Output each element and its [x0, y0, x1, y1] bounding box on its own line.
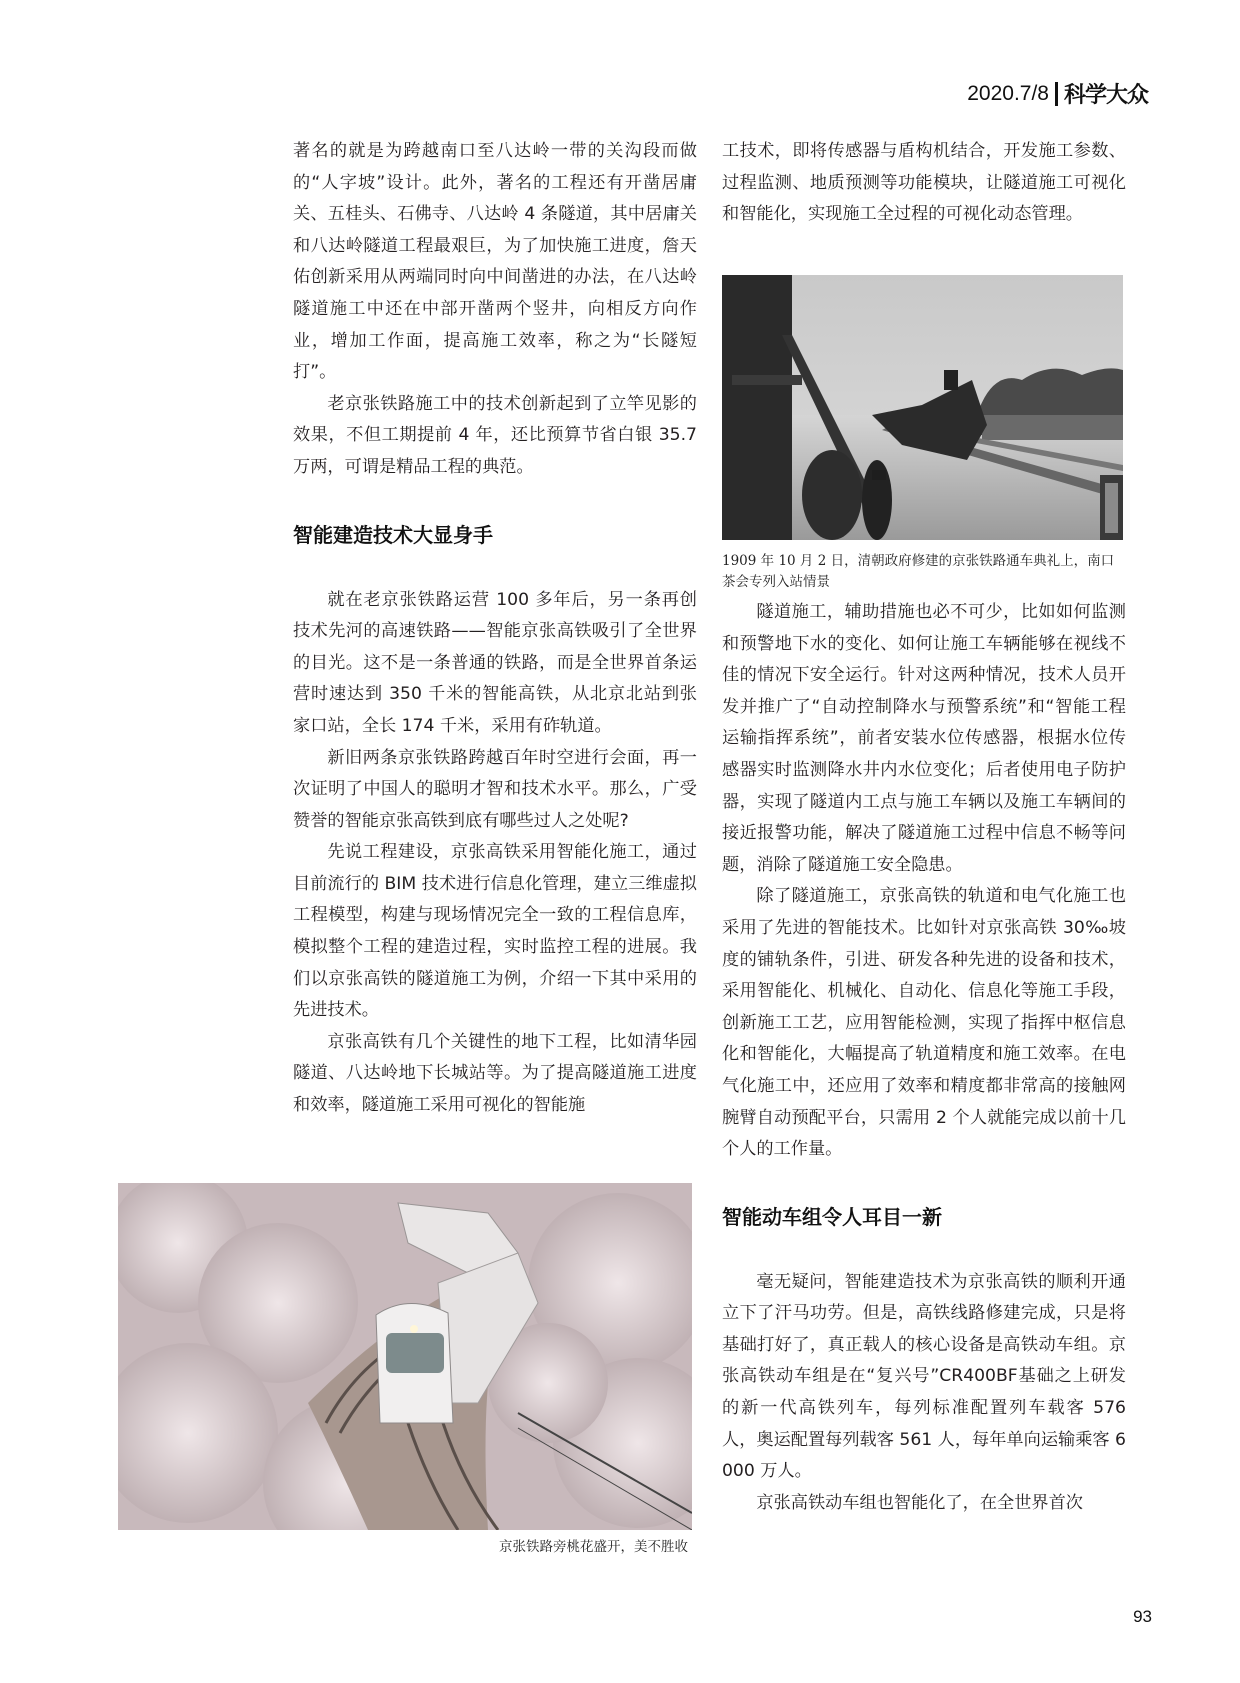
- paragraph: 老京张铁路施工中的技术创新起到了立竿见影的效果，不但工期提前 4 年，还比预算节省白银 35.7 万两，可谓是精品工程的典范。: [293, 393, 697, 477]
- paragraph: 除了隧道施工，京张高铁的轨道和电气化施工也采用了先进的智能技术。比如针对京张高铁 30‰坡度的铺轨条件，引进、研发各种先进的设备和技术，采用智能化、机械化、自动化、信息化等施工手段，创新施工工艺，应用智能检测，实现了指挥中枢信息化和智能化，大幅提高了轨道精度和施工效率。在电气化施工中，还应用了效率和精度都非常高的接触网腕臂自动预配平台，只需用 2 个人就能完成以前十几个人的工作量。: [722, 886, 1126, 1160]
- paragraph: 新旧两条京张铁路跨越百年时空进行会面，再一次证明了中国人的聪明才智和技术水平。那么，广受赞誉的智能京张高铁到底有哪些过人之处呢?: [293, 747, 697, 831]
- historic-photo-caption: 1909 年 10 月 2 日，清朝政府修建的京张铁路通车典礼上，南口茶会专列入站情景: [722, 553, 1115, 590]
- paragraph: 著名的就是为跨越南口至八达岭一带的关沟段而做的“人字坡”设计。此外，著名的工程还有开凿居庸关、五桂头、石佛寺、八达岭 4 条隧道，其中居庸关和八达岭隧道工程最艰巨，为了加快施工进度，詹天佑创新采用从两端同时向中间凿进的办法，在八达岭隧道施工中还在中部开凿两个竖井，向相反方向作业，增加工作面，提高施工效率，称之为“长隧短打”。: [293, 141, 697, 383]
- paragraph: 就在老京张铁路运营 100 多年后，另一条再创技术先河的高速铁路——智能京张高铁吸引了全世界的目光。这不是一条普通的铁路，而是全世界首条运营时速达到 350 千米的智能高铁，从北京北站到张家口站，全长 174 千米，采用有砟轨道。: [293, 589, 697, 736]
- paragraph: 先说工程建设，京张高铁采用智能化施工，通过目前流行的 BIM 技术进行信息化管理，建立三维虚拟工程模型，构建与现场情况完全一致的工程信息库，模拟整个工程的建造过程，实时监控工程的进展。我们以京张高铁的隧道施工为例，介绍一下其中采用的先进技术。: [293, 842, 697, 1021]
- magazine-logo: 科学大众: [1063, 82, 1148, 108]
- historic-train-photo: [722, 275, 1123, 540]
- header-divider: [1055, 82, 1058, 106]
- blossom-train-photo: [118, 1183, 692, 1530]
- paragraph: 工技术，即将传感器与盾构机结合，开发施工参数、过程监测、地质预测等功能模块，让隧道施工可视化和智能化，实现施工全过程的可视化动态管理。: [722, 141, 1126, 225]
- historic-train-image: [722, 275, 1123, 540]
- section-heading: 智能建造技术大显身手: [293, 522, 493, 547]
- high-speed-train-image: [118, 1183, 692, 1530]
- paragraph: 毫无疑问，智能建造技术为京张高铁的顺利开通立下了汗马功劳。但是，高铁线路修建完成，只是将基础打好了，真正载人的核心设备是高铁动车组。京张高铁动车组是在“复兴号”CR400BF基础之上研发的新一代高铁列车，每列标准配置列车载客 576 人，奥运配置每列载客 561 人，每年单向运输乘客 6 000 万人。: [722, 1271, 1126, 1482]
- right-column-top: [722, 136, 1126, 231]
- left-column: [293, 136, 697, 1122]
- right-column-bottom: [722, 597, 1126, 1519]
- paragraph: 京张高铁动车组也智能化了，在全世界首次: [756, 1492, 1083, 1513]
- section-heading: 智能动车组令人耳目一新: [722, 1204, 942, 1229]
- blossom-photo-caption: 京张铁路旁桃花盛开，美不胜收: [499, 1539, 688, 1555]
- page-number: 93: [1133, 1607, 1152, 1626]
- issue-date: 2020.7/8: [967, 81, 1049, 105]
- page-header: [967, 78, 1148, 109]
- paragraph: 隧道施工，辅助措施也必不可少，比如如何监测和预警地下水的变化、如何让施工车辆能够在视线不佳的情况下安全运行。针对这两种情况，技术人员开发并推广了“自动控制降水与预警系统”和“智能工程运输指挥系统”，前者安装水位传感器，根据水位传感器实时监测降水井内水位变化；后者使用电子防护器，实现了隧道内工点与施工车辆以及施工车辆间的接近报警功能，解决了隧道施工过程中信息不畅等问题，消除了隧道施工安全隐患。: [722, 602, 1126, 875]
- paragraph: 京张高铁有几个关键性的地下工程，比如清华园隧道、八达岭地下长城站等。为了提高隧道施工进度和效率，隧道施工采用可视化的智能施: [293, 1031, 697, 1116]
